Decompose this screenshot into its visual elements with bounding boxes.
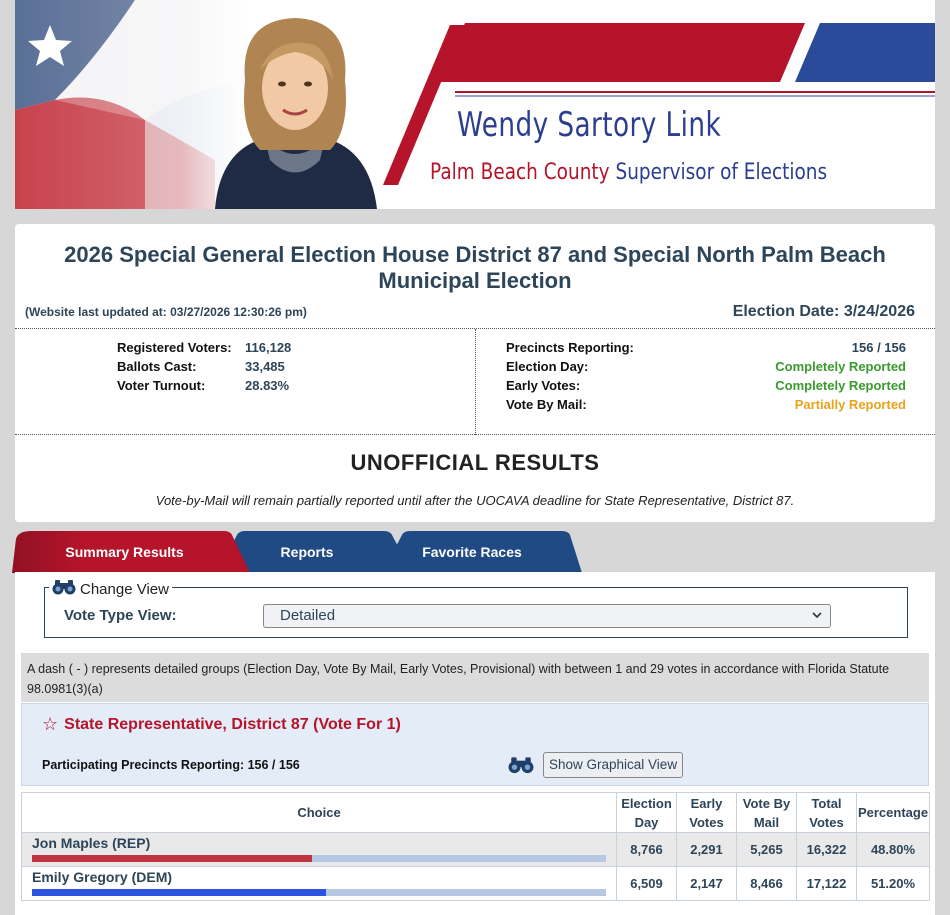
election-title: 2026 Special General Election House District 87 and Special North Palm Beach Municipal Election: [64, 242, 886, 293]
mail-votes: 8,466: [737, 867, 797, 901]
col-vote-by-mail: Vote By Mail: [737, 793, 797, 833]
candidate-portrait: [205, 10, 385, 209]
race-title-text: State Representative, District 87 (Vote For 1): [64, 715, 401, 733]
col-percentage: Percentage: [857, 793, 930, 833]
stat-vote-by-mail: [506, 395, 906, 414]
election-summary-card: [15, 224, 935, 522]
tab-reports[interactable]: Reports: [280, 544, 334, 560]
status-complete: Completely Reported: [775, 359, 906, 374]
stat-value: 116,128: [245, 340, 292, 355]
early-votes: 2,291: [677, 833, 737, 867]
race-header: [21, 703, 929, 786]
change-view-fieldset: [44, 580, 908, 638]
table-row: [22, 833, 930, 867]
col-early-votes: Early Votes: [677, 793, 737, 833]
col-election-day: Election Day: [617, 793, 677, 833]
stat-value: 28.83%: [245, 378, 290, 393]
col-total-votes: Total Votes: [797, 793, 857, 833]
total-votes: 16,322: [797, 833, 857, 867]
stat-label: Vote By Mail:: [506, 397, 587, 412]
election-day-votes: 6,509: [617, 867, 677, 901]
vote-type-selected: Detailed: [280, 607, 336, 624]
election-day-votes: 8,766: [617, 833, 677, 867]
stat-label: Election Day:: [506, 359, 589, 374]
last-updated-text: (Website last updated at: 03/27/2026 12:30:26 pm): [25, 305, 307, 319]
stat-label: Early Votes:: [506, 378, 581, 393]
stat-election-day: [506, 357, 906, 376]
stat-label: Registered Voters:: [117, 340, 232, 355]
col-choice: Choice: [22, 793, 617, 833]
official-office: [430, 160, 827, 185]
status-complete: Completely Reported: [775, 378, 906, 393]
vote-type-label: Vote Type View:: [64, 607, 177, 624]
chevron-down-icon: [812, 605, 822, 634]
table-header-row: [22, 793, 930, 833]
stat-voter-turnout: [117, 376, 417, 395]
header-banner: [15, 0, 935, 209]
table-row: [22, 867, 930, 901]
stat-ballots-cast: [117, 357, 417, 376]
stat-label: Ballots Cast:: [117, 359, 197, 374]
tab-summary-results[interactable]: Summary Results: [65, 544, 184, 560]
choice-cell: [22, 867, 617, 901]
candidate-name: Jon Maples (REP): [32, 835, 151, 851]
stat-early-votes: [506, 376, 906, 395]
stat-label: Voter Turnout:: [117, 378, 206, 393]
race-title: [42, 714, 401, 735]
stat-value: 33,485: [245, 359, 285, 374]
vote-share-bar: [32, 889, 606, 896]
mail-votes: 5,265: [737, 833, 797, 867]
results-table: [21, 792, 930, 901]
candidate-name: Emily Gregory (DEM): [32, 869, 173, 885]
vbm-note: Vote-by-Mail will remain partially reported until after the UOCAVA deadline for State Representative, District 87.: [155, 493, 795, 508]
results-tabs: [12, 531, 582, 573]
show-graphical-view-button[interactable]: Show Graphical View: [543, 752, 683, 778]
unofficial-results-heading: UNOFFICIAL RESULTS: [350, 450, 600, 475]
stat-registered-voters: [117, 338, 417, 357]
favorite-star-icon[interactable]: ☆: [42, 714, 59, 734]
early-votes: 2,147: [677, 867, 737, 901]
status-partial: Partially Reported: [794, 397, 906, 412]
binoculars-icon[interactable]: [508, 756, 534, 779]
stat-value: 156 / 156: [851, 340, 906, 355]
vote-share-fill: [32, 855, 312, 862]
vote-share-fill: [32, 889, 326, 896]
vote-type-select[interactable]: [263, 604, 831, 628]
tab-favorite-races[interactable]: Favorite Races: [422, 544, 522, 560]
percentage: 48.80%: [857, 833, 930, 867]
office-county: Palm Beach County: [430, 160, 610, 185]
stats-divider: [475, 329, 476, 435]
dash-footnote: A dash ( - ) represents detailed groups (Election Day, Vote By Mail, Early Votes, Provisional) with between 1 and 29 votes in accordance with Florida Statute 98.0981(3)(a): [21, 653, 929, 702]
total-votes: 17,122: [797, 867, 857, 901]
office-title: Supervisor of Elections: [615, 160, 828, 185]
change-view-legend: [49, 579, 172, 599]
percentage: 51.20%: [857, 867, 930, 901]
stats-panel: [15, 328, 935, 435]
vote-share-bar: [32, 855, 606, 862]
election-date: Election Date: 3/24/2026: [732, 303, 915, 320]
stat-precincts-reporting: [506, 338, 906, 357]
stat-label: Precincts Reporting:: [506, 340, 634, 355]
results-panel: [15, 572, 935, 915]
change-view-label: Change View: [80, 580, 169, 598]
binoculars-icon: [52, 579, 76, 599]
participating-precincts: Participating Precincts Reporting: 156 / 156: [42, 758, 300, 772]
official-name: Wendy Sartory Link: [457, 105, 722, 145]
choice-cell: [22, 833, 617, 867]
